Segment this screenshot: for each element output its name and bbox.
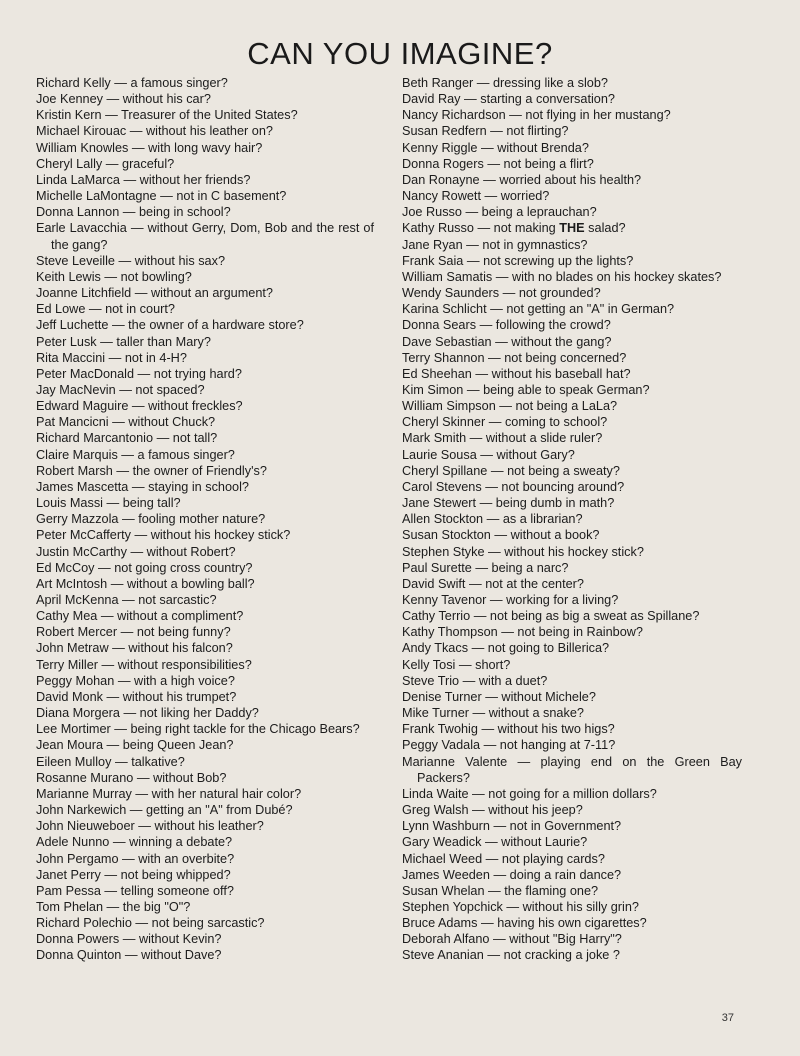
- list-item: William Knowles — with long wavy hair?: [36, 140, 263, 155]
- list-item: Nancy Rowett — worried?: [402, 189, 550, 204]
- list-item: Kenny Tavenor — working for a living?: [402, 593, 619, 607]
- list-item: William Samatis — with no blades on his hockey skates?: [402, 269, 722, 284]
- list-item: April McKenna — not sarcastic?: [36, 593, 217, 607]
- list-item: Adele Nunno — winning a debate?: [36, 835, 233, 850]
- list-item: Allen Stockton — as a librarian?: [402, 512, 583, 527]
- list-item: David Monk — without his trumpet?: [36, 689, 237, 704]
- list-item: Frank Saia — not screwing up the lights?: [402, 253, 634, 268]
- list-item: Steve Ananian — not cracking a joke ?: [402, 948, 620, 963]
- list-item: Peggy Mohan — with a high voice?: [36, 673, 235, 688]
- list-item: Gary Weadick — without Laurie?: [402, 835, 588, 850]
- list-item: Greg Walsh — without his jeep?: [402, 803, 583, 818]
- list-item: John Pergamo — with an overbite?: [36, 851, 235, 866]
- list-item: Joe Russo — being a leprauchan?: [402, 205, 597, 220]
- list-item: Joanne Litchfield — without an argument?: [36, 286, 273, 301]
- list-item: Tom Phelan — the big "O"?: [36, 899, 191, 914]
- list-item: Michelle LaMontagne — not in C basement?: [36, 189, 287, 204]
- list-item: Janet Perry — not being whipped?: [36, 867, 231, 882]
- list-item: Peter McCafferty — without his hockey stick?: [36, 528, 291, 543]
- list-item: Jane Ryan — not in gymnastics?: [402, 237, 588, 252]
- list-item: Ed Sheehan — without his baseball hat?: [402, 366, 631, 381]
- list-item: Wendy Saunders — not grounded?: [402, 286, 601, 301]
- list-item: Kristin Kern — Treasurer of the United States?: [36, 108, 298, 123]
- list-item: Earle Lavacchia — without Gerry, Dom, Bob and the rest of the gang?: [36, 221, 374, 252]
- list-item: John Metraw — without his falcon?: [36, 641, 233, 656]
- list-item: Gerry Mazzola — fooling mother nature?: [36, 512, 266, 527]
- list-item: Andy Tkacs — not going to Billerica?: [402, 641, 610, 656]
- list-item: Linda LaMarca — without her friends?: [36, 172, 251, 187]
- list-item: Donna Quinton — without Dave?: [36, 948, 222, 963]
- list-item: Stephen Styke — without his hockey stick?: [402, 544, 644, 559]
- list-item: Nancy Richardson — not flying in her mustang?: [402, 108, 671, 123]
- list-item: Denise Turner — without Michele?: [402, 689, 596, 704]
- list-item: Peter Lusk — taller than Mary?: [36, 334, 211, 349]
- list-item: Richard Marcantonio — not tall?: [36, 431, 218, 446]
- list-item: Donna Lannon — being in school?: [36, 205, 231, 220]
- list-item: Steve Trio — with a duet?: [402, 673, 548, 688]
- list-item: Lee Mortimer — being right tackle for the Chicago Bears?: [36, 722, 360, 737]
- list-item: John Nieuweboer — without his leather?: [36, 819, 264, 834]
- list-item: Robert Marsh — the owner of Friendly's?: [36, 463, 267, 478]
- list-item: Laurie Sousa — without Gary?: [402, 447, 575, 462]
- list-item: Kathy Russo — not making THE salad?: [402, 221, 626, 236]
- list-item: Karina Schlicht — not getting an "A" in German?: [402, 302, 675, 317]
- list-item: Rosanne Murano — without Bob?: [36, 770, 227, 785]
- list-item: Ed McCoy — not going cross country?: [36, 560, 253, 575]
- list-item: Ed Lowe — not in court?: [36, 302, 175, 317]
- list-item: Carol Stevens — not bouncing around?: [402, 479, 625, 494]
- list-item: Kathy Thompson — not being in Rainbow?: [402, 625, 643, 640]
- list-item: Cathy Mea — without a compliment?: [36, 609, 244, 624]
- list-item: Donna Powers — without Kevin?: [36, 932, 222, 947]
- list-item: Rita Maccini — not in 4-H?: [36, 350, 187, 365]
- list-item: Paul Surette — being a narc?: [402, 560, 569, 575]
- list-item: Joe Kenney — without his car?: [36, 92, 211, 107]
- list-item: Mark Smith — without a slide ruler?: [402, 431, 603, 446]
- list-item: Deborah Alfano — without "Big Harry"?: [402, 932, 622, 947]
- left-column: [36, 75, 374, 964]
- list-item: Susan Redfern — not flirting?: [402, 124, 569, 139]
- page-title: CAN YOU IMAGINE?: [247, 36, 553, 71]
- list-item: Pat Mancicni — without Chuck?: [36, 415, 216, 430]
- list-item: John Narkewich — getting an "A" from Dubé?: [36, 803, 293, 818]
- list-item: Donna Sears — following the crowd?: [402, 318, 611, 333]
- list-item: Frank Twohig — without his two higs?: [402, 722, 615, 737]
- list-item: Kenny Riggle — without Brenda?: [402, 140, 589, 155]
- list-item: Linda Waite — not going for a million dollars?: [402, 786, 657, 801]
- list-item: Susan Whelan — the flaming one?: [402, 883, 599, 898]
- list-item: Edward Maguire — without freckles?: [36, 399, 243, 414]
- list-item: Terry Miller — without responsibilities?: [36, 657, 252, 672]
- list-item: James Weeden — doing a rain dance?: [402, 867, 622, 882]
- list-item: Stephen Yopchick — without his silly grin?: [402, 899, 639, 914]
- list-item: Art McIntosh — without a bowling ball?: [36, 576, 255, 591]
- list-item: Justin McCarthy — without Robert?: [36, 544, 236, 559]
- list-item: Beth Ranger — dressing like a slob?: [402, 76, 608, 90]
- list-item: Claire Marquis — a famous singer?: [36, 447, 235, 462]
- list-item: Richard Kelly — a famous singer?: [36, 76, 228, 90]
- list-item: Dave Sebastian — without the gang?: [402, 334, 612, 349]
- list-item: James Mascetta — staying in school?: [36, 479, 249, 494]
- list-item: Michael Kirouac — without his leather on?: [36, 124, 273, 139]
- list-item: Kim Simon — being able to speak German?: [402, 382, 650, 397]
- list-item: Cheryl Spillane — not being a sweaty?: [402, 463, 620, 478]
- list-item: Marianne Murray — with her natural hair color?: [36, 786, 302, 801]
- list-item: Jeff Luchette — the owner of a hardware store?: [36, 318, 304, 333]
- list-item: Cheryl Skinner — coming to school?: [402, 415, 608, 430]
- list-item: Kelly Tosi — short?: [402, 657, 511, 672]
- list-item: Peggy Vadala — not hanging at 7-11?: [402, 738, 616, 753]
- list-item: Terry Shannon — not being concerned?: [402, 350, 627, 365]
- list-item: Dan Ronayne — worried about his health?: [402, 172, 642, 187]
- page-number: 37: [721, 1012, 734, 1024]
- list-item: Jay MacNevin — not spaced?: [36, 382, 205, 397]
- right-column: [402, 75, 742, 964]
- list-item: David Swift — not at the center?: [402, 576, 584, 591]
- list-item: Pam Pessa — telling someone off?: [36, 883, 234, 898]
- list-item: Eileen Mulloy — talkative?: [36, 754, 185, 769]
- list-item: Louis Massi — being tall?: [36, 496, 181, 511]
- list-item: William Simpson — not being a LaLa?: [402, 399, 618, 414]
- list-item: Mike Turner — without a snake?: [402, 706, 584, 721]
- list-item: Lynn Washburn — not in Government?: [402, 819, 622, 834]
- list-item: Cheryl Lally — graceful?: [36, 156, 175, 171]
- list-item: Susan Stockton — without a book?: [402, 528, 600, 543]
- list-item: Keith Lewis — not bowling?: [36, 269, 192, 284]
- list-item: Jean Moura — being Queen Jean?: [36, 738, 234, 753]
- list-item: David Ray — starting a conversation?: [402, 92, 615, 107]
- list-item: Diana Morgera — not liking her Daddy?: [36, 706, 259, 721]
- list-item: Jane Stewert — being dumb in math?: [402, 496, 615, 511]
- list-item: Bruce Adams — having his own cigarettes?: [402, 916, 647, 931]
- list-item: Cathy Terrio — not being as big a sweat as Spillane?: [402, 609, 700, 624]
- list-item: Richard Polechio — not being sarcastic?: [36, 916, 265, 931]
- list-item: Robert Mercer — not being funny?: [36, 625, 231, 640]
- list-item: Steve Leveille — without his sax?: [36, 253, 225, 268]
- list-item: Peter MacDonald — not trying hard?: [36, 366, 242, 381]
- list-item: Donna Rogers — not being a flirt?: [402, 156, 594, 171]
- list-item: Michael Weed — not playing cards?: [402, 851, 605, 866]
- list-item: Marianne Valente — playing end on the Green Bay Packers?: [402, 754, 742, 785]
